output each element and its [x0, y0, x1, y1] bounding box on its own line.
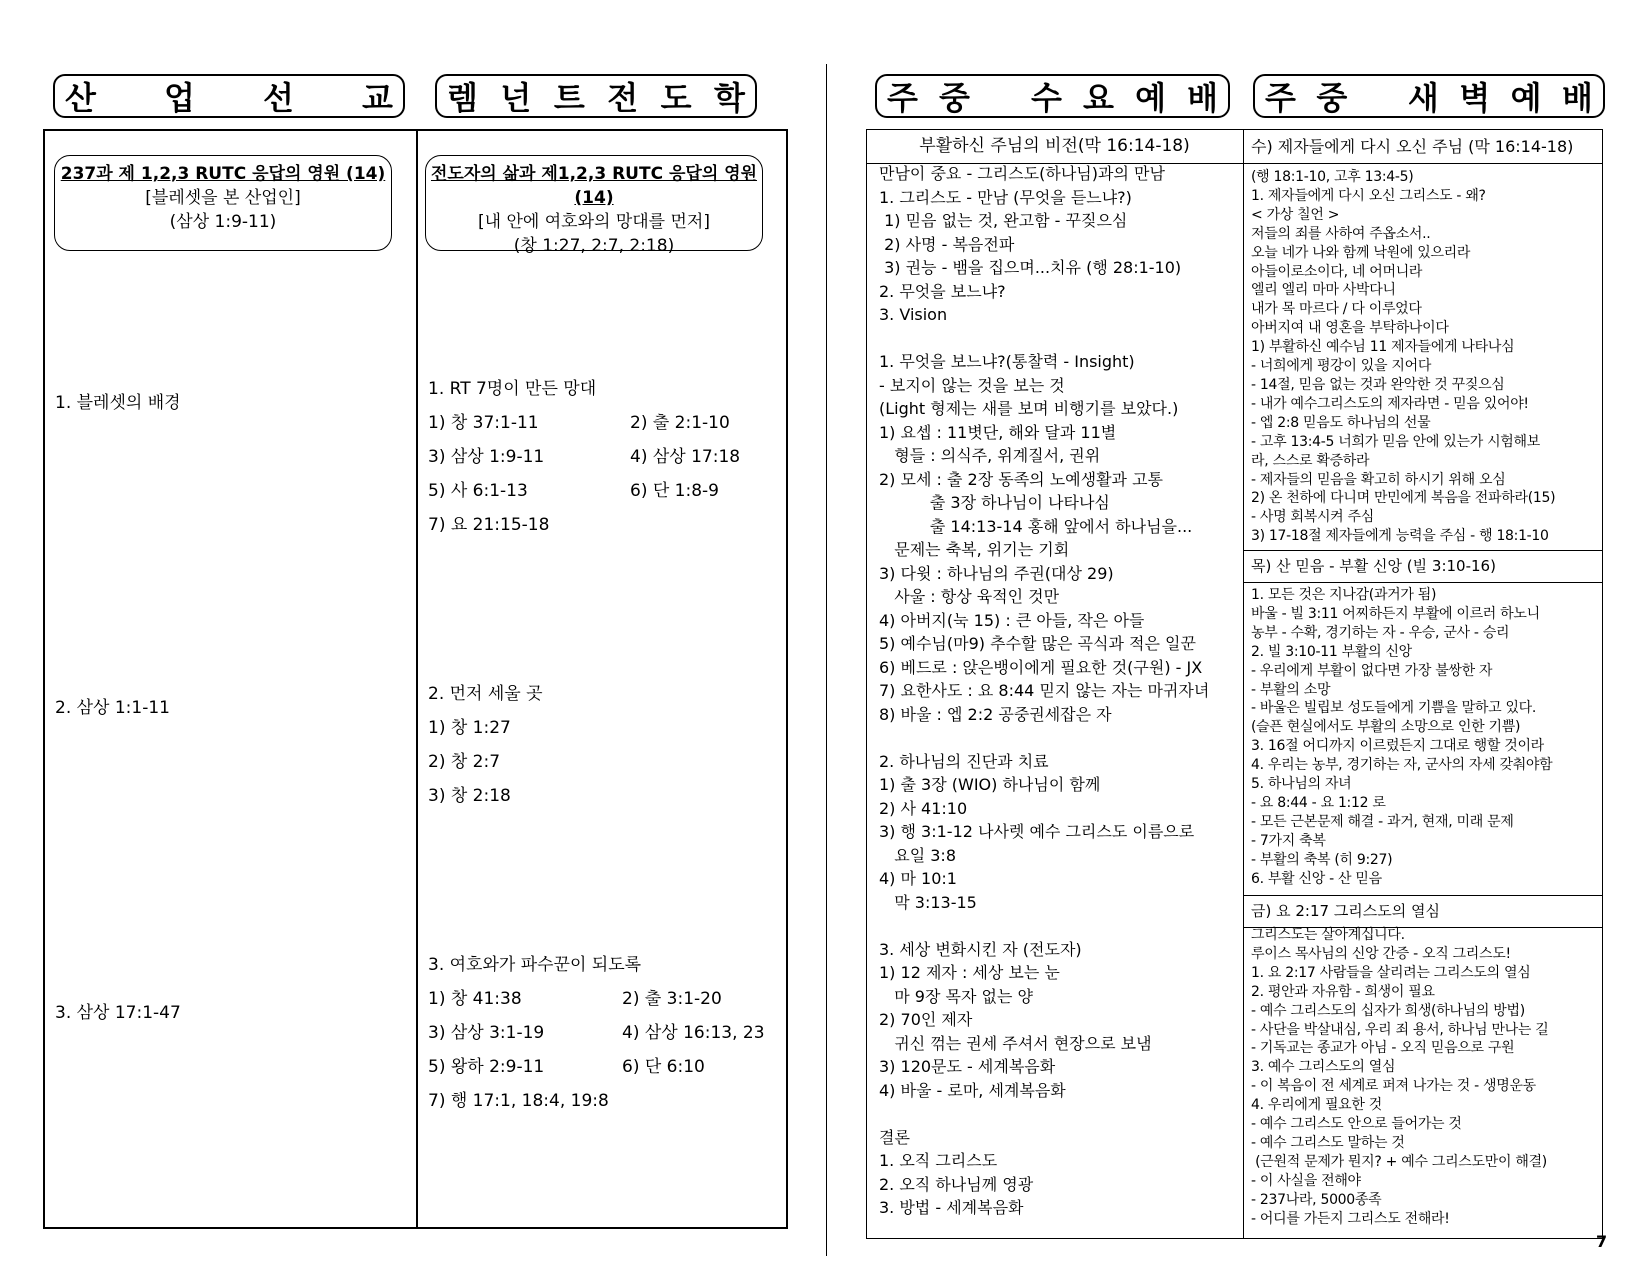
col3-line: 요일 3:8: [879, 845, 957, 865]
header-char: 학: [714, 79, 745, 117]
col2-title: 전도자의 삶과 제1,2,3 RUTC 응답의 영원 (14): [430, 164, 758, 208]
col4-line: 그리스도는 살아계십니다.: [1251, 927, 1405, 943]
col3-line: 1. 그리스도 - 만남 (무엇을 듣느냐?): [879, 187, 1132, 207]
col1-title: 237과 제 1,2,3 RUTC 응답의 영원 (14): [60, 164, 386, 184]
col3-line: - 보지이 않는 것을 보는 것: [879, 375, 1065, 395]
col3-line: 6) 베드로 : 앉은뱅이에게 필요한 것(구원) - JX: [879, 657, 1203, 677]
header-char: 배: [1187, 79, 1218, 117]
col3-line: 3) 권능 - 뱀을 집으며...치유 (행 28:1-10): [879, 258, 1182, 277]
col3-line: 3) 다윗 : 하나님의 주권(대상 29): [879, 563, 1114, 583]
col3-line: 마 9장 목자 없는 양: [879, 986, 1033, 1006]
col3-line: 1. 무엇을 보느냐?(통찰력 - Insight): [879, 352, 1135, 371]
col3-body: [879, 162, 1239, 1220]
col1-item: 3. 삼상 17:1-47: [55, 1003, 181, 1023]
col2-ref: 1) 창 41:38: [428, 989, 522, 1009]
col3-line: 3. 방법 - 세계복음화: [879, 1198, 1024, 1217]
col2-ref: 2) 창 2:7: [428, 752, 501, 772]
col1-item: 2. 삼상 1:1-11: [55, 698, 170, 718]
col3-line: 2) 70인 제자: [879, 1010, 973, 1029]
header-char: 중: [939, 79, 970, 117]
col4-line: - 부활의 축복 (히 9:27): [1251, 851, 1393, 868]
col3-line: 2) 사 41:10: [879, 798, 968, 818]
col2-ref: 6) 단 6:10: [622, 1057, 705, 1077]
col4-line: - 너희에게 평강이 있을 지어다: [1251, 358, 1432, 375]
col4-section-heading: 목) 산 믿음 - 부활 신앙 (빌 3:10-16): [1251, 557, 1496, 575]
col4-line: - 엡 2:8 믿음도 하나님의 선물: [1251, 414, 1431, 431]
col3-line: 1) 12 제자 : 세상 보는 눈: [879, 963, 1060, 982]
col4-line: - 예수 그리스도 안으로 들어가는 것: [1251, 1116, 1462, 1133]
header-char: 전: [607, 79, 639, 117]
header-wednesday-service: [875, 74, 1230, 118]
header-remnant-evangelism: [435, 74, 757, 118]
header-char: 중: [1316, 79, 1348, 117]
header-char: 도: [660, 79, 692, 117]
col2-ref: 5) 왕하 2:9-11: [428, 1057, 545, 1077]
col3-line: 문제는 축복, 위기는 기회: [879, 540, 1070, 559]
col2-ref: 2) 출 3:1-20: [622, 989, 722, 1009]
col3-line: 4) 바울 - 로마, 세계복음화: [879, 1080, 1066, 1100]
col3-line: 4) 아버지(눅 15) : 큰 아들, 작은 아들: [879, 610, 1145, 630]
col4-line: 3. 예수 그리스도의 열심: [1251, 1059, 1396, 1076]
col4-section-body: [1251, 586, 1601, 889]
col2-ref: 1) 창 1:27: [428, 718, 511, 738]
col4-line: - 제자들의 믿음을 확고히 하시기 위해 오심: [1251, 471, 1506, 488]
col3-line: 7) 요한사도 : 요 8:44 믿지 않는 자는 마귀자녀: [879, 681, 1210, 700]
page-divider: [826, 64, 827, 1256]
header-industrial-mission: [53, 74, 405, 118]
col4-line: 1. 모든 것은 지나감(과거가 됨): [1251, 587, 1437, 603]
col4-head-line: [1243, 163, 1603, 164]
col3-line: 2. 하나님의 진단과 치료: [879, 751, 1049, 771]
col3-line: 1) 출 3장 (WIO) 하나님이 함께: [879, 775, 1101, 794]
col4-line: 3. 16절 어디까지 이르렀든지 그대로 행할 것이라: [1251, 738, 1544, 755]
col4-line: 아버지여 내 영혼을 부탁하나이다: [1251, 320, 1449, 337]
col4-line: - 고후 13:4-5 너희가 믿음 안에 있는가 시험해보: [1251, 433, 1540, 450]
header-char: 요: [1083, 79, 1114, 117]
header-char: 렘: [447, 79, 478, 117]
col3-line: [879, 726, 1239, 750]
col2-ref: 5) 사 6:1-13: [428, 481, 528, 501]
header-char: 선: [263, 79, 294, 117]
col3-line: [879, 327, 1239, 351]
col3-line: 막 3:13-15: [879, 892, 977, 912]
col3-line: 2) 모세 : 출 2장 동족의 노예생활과 고통: [879, 469, 1163, 489]
col3-line: [879, 914, 1239, 938]
col3-line: 1) 요셉 : 11볏단, 해와 달과 11별: [879, 422, 1117, 442]
col4-line: - 모든 근본문제 해결 - 과거, 현재, 미래 문제: [1251, 813, 1514, 830]
col4-line: 6. 부활 신앙 - 산 믿음: [1251, 870, 1382, 887]
col4-line: - 14절, 믿음 없는 것과 완악한 것 꾸짖으심: [1251, 376, 1505, 393]
col4-line: 1) 부활하신 예수님 11 제자들에게 나타나심: [1251, 339, 1515, 356]
col3-line: (Light 형제는 새를 보며 비행기를 보았다.): [879, 399, 1179, 418]
col4-section-body: [1251, 168, 1601, 546]
col4-line: - 7가지 축복: [1251, 832, 1326, 849]
col4-line: - 부활의 소망: [1251, 681, 1331, 698]
col2-ref: 4) 삼상 16:13, 23: [622, 1023, 765, 1043]
col1-subtitle: [블레셋을 본 산업인]: [145, 188, 301, 208]
header-char: 새: [1407, 79, 1439, 117]
header-dawn-service: [1253, 74, 1605, 118]
header-char: 교: [362, 79, 393, 117]
col4-line: 엘리 엘리 마마 사박다니: [1251, 282, 1396, 299]
col2-subtitle: [내 안에 여호와의 망대를 먼저]: [478, 212, 710, 232]
left-column-divider: [416, 129, 418, 1229]
col4-line: - 요 8:44 - 요 1:12 로: [1251, 794, 1386, 811]
header-char: 트: [553, 79, 585, 117]
col2-ref: 2) 출 2:1-10: [630, 413, 730, 433]
col3-line: 5) 예수님(마9) 추수할 많은 곡식과 적은 일꾼: [879, 634, 1196, 653]
col3-line: 3. 세상 변화시킨 자 (전도자): [879, 939, 1082, 959]
col4-line: 오늘 네가 나와 함께 낙원에 있으리라: [1251, 244, 1471, 261]
header-char: 산: [65, 79, 96, 117]
col4-line: 저들의 죄를 사하여 주옵소서..: [1251, 225, 1431, 242]
col3-line: 형들 : 의식주, 위계질서, 권위: [879, 446, 1101, 465]
col3-line: 출 3장 하나님이 나타나심: [879, 493, 1110, 512]
col4-line: 3) 17-18절 제자들에게 능력을 주심 - 행 18:1-10: [1251, 528, 1549, 545]
col3-line: 4) 마 10:1: [879, 869, 957, 888]
header-char: 넌: [500, 79, 532, 117]
col4-line: - 사단을 박살내심, 우리 죄 용서, 하나님 만나는 길: [1251, 1021, 1549, 1038]
col4-line: - 이 사실을 전해야: [1251, 1172, 1361, 1189]
col3-line: 사울 : 항상 육적인 것만: [879, 587, 1060, 606]
col3-line: 귀신 꺾는 권세 주셔서 현장으로 보냄: [879, 1033, 1152, 1053]
col4-line: 2) 온 천하에 다니며 만민에게 복음을 전파하라(15): [1251, 490, 1556, 507]
col4-line: - 237나라, 5000종족: [1251, 1191, 1382, 1208]
col4-line: 아들이로소이다, 네 어머니라: [1251, 263, 1423, 280]
col3-line: 2) 사명 - 복음전파: [879, 234, 1015, 254]
col2-ref: 3) 삼상 3:1-19: [428, 1023, 545, 1043]
col4-line: 1. 요 2:17 사람들을 살리려는 그리스도의 열심: [1251, 964, 1531, 981]
col4-line: (근원적 문제가 뭔지? + 예수 그리스도만이 해결): [1251, 1153, 1547, 1170]
header-char: 예: [1510, 79, 1542, 117]
header-char: 업: [164, 79, 195, 117]
col4-line: - 내가 예수그리스도의 제자라면 - 믿음 있어야!: [1251, 395, 1529, 412]
col4-line: 라, 스스로 확증하라: [1251, 452, 1370, 469]
col4-line: 1. 제자들에게 다시 오신 그리스도 - 왜?: [1251, 187, 1486, 204]
header-char: 배: [1562, 79, 1593, 117]
col4-line: 농부 - 수확, 경기하는 자 - 우승, 군사 - 승리: [1251, 624, 1510, 641]
header-char: 예: [1135, 79, 1166, 117]
col2-title-box: [425, 155, 763, 256]
col2-ref: 1) 창 37:1-11: [428, 413, 539, 433]
col4-line: (슬픈 현실에서도 부활의 소망으로 인한 기쁨): [1251, 719, 1521, 736]
col4-line: - 기독교는 종교가 아님 - 오직 믿음으로 구원: [1251, 1040, 1515, 1057]
col3-line: 2. 오직 하나님께 영광: [879, 1174, 1034, 1194]
col4-section-heading: 수) 제자들에게 다시 오신 주님 (막 16:14-18): [1251, 137, 1574, 156]
col4-line: - 바울은 빌립보 성도들에게 기쁨을 말하고 있다.: [1251, 700, 1537, 717]
col4-line: 바울 - 빌 3:11 어찌하든지 부활에 이르러 하노니: [1251, 605, 1540, 622]
col2-ref: 4) 삼상 17:18: [630, 447, 741, 467]
col4-line: - 예수 그리스도의 십자가 희생(하나님의 방법): [1251, 1002, 1525, 1019]
col2-ref: 3) 창 2:18: [428, 786, 511, 806]
col3-line: 1. 오직 그리스도: [879, 1151, 998, 1170]
col4-line: 2. 빌 3:10-11 부활의 신앙: [1251, 643, 1412, 660]
col3-line: [879, 1102, 1239, 1126]
col4-line: - 사명 회복시켜 주심: [1251, 509, 1374, 526]
col3-line: 만남이 중요 - 그리스도(하나님)과의 만남: [879, 164, 1165, 183]
col3-heading: 부활하신 주님의 비전(막 16:14-18): [919, 136, 1190, 156]
col1-item: 1. 블레셋의 배경: [55, 393, 181, 413]
col4-line: (행 18:1-10, 고후 13:4-5): [1251, 169, 1414, 185]
col1-title-box: [54, 155, 392, 251]
col2-section-heading: 3. 여호와가 파수꾼이 되도록: [428, 955, 642, 975]
col4-section-heading: 금) 요 2:17 그리스도의 열심: [1251, 902, 1441, 920]
page-number: 7: [1596, 1232, 1608, 1251]
col3-line: 3) 120문도 - 세계복음화: [879, 1057, 1056, 1076]
header-char: 주: [1265, 79, 1296, 117]
col3-line: 8) 바울 : 엡 2:2 공중권세잡은 자: [879, 704, 1112, 724]
col4-line: 내가 목 마르다 / 다 이루었다: [1251, 301, 1422, 318]
col4-line: 4. 우리는 농부, 경기하는 자, 군사의 자세 갖춰야함: [1251, 757, 1553, 774]
col1-reference: (삼상 1:9-11): [169, 212, 277, 232]
col2-section-heading: 2. 먼저 세울 곳: [428, 684, 543, 704]
col4-section-body: [1251, 926, 1601, 1229]
col3-line: 2. 무엇을 보느냐?: [879, 281, 1006, 301]
col2-reference: (창 1:27, 2:7, 2:18): [513, 236, 675, 256]
col4-line: < 가상 칠언 >: [1251, 206, 1340, 223]
col4-line: 2. 평안과 자유함 - 희생이 필요: [1251, 983, 1435, 1000]
col4-line: 5. 하나님의 자녀: [1251, 776, 1352, 793]
col4-line: - 우리에게 부활이 없다면 가장 불쌍한 자: [1251, 662, 1493, 679]
col2-ref: 7) 요 21:15-18: [428, 515, 550, 535]
header-char: 벽: [1459, 79, 1491, 117]
col4-line: - 어디를 가든지 그리스도 전해라!: [1251, 1210, 1450, 1227]
col2-ref: 7) 행 17:1, 18:4, 19:8: [428, 1091, 609, 1111]
header-char: 수: [1031, 79, 1062, 117]
col4-line: - 예수 그리스도 말하는 것: [1251, 1134, 1405, 1151]
col3-line: 결론: [879, 1127, 910, 1147]
col4-line: 루이스 목사님의 신앙 간증 - 오직 그리스도!: [1251, 945, 1511, 962]
col2-section-heading: 1. RT 7명이 만든 망대: [428, 379, 597, 399]
col3-line: 3. Vision: [879, 305, 948, 324]
col3-line: 출 14:13-14 홍해 앞에서 하나님을...: [879, 516, 1193, 536]
col4-line: 4. 우리에게 필요한 것: [1251, 1097, 1382, 1114]
col4-row-line: [1243, 582, 1603, 583]
header-char: 주: [887, 79, 918, 117]
col2-ref: 6) 단 1:8-9: [630, 481, 719, 501]
col3-line: 1) 믿음 없는 것, 완고함 - 꾸짖으심: [879, 211, 1128, 230]
right-column-divider: [1243, 129, 1244, 1239]
col3-line: 3) 행 3:1-12 나사렛 예수 그리스도 이름으로: [879, 822, 1195, 841]
col4-line: - 이 복음이 전 세계로 퍼져 나가는 것 - 생명운동: [1251, 1078, 1536, 1095]
col2-ref: 3) 삼상 1:9-11: [428, 447, 545, 467]
